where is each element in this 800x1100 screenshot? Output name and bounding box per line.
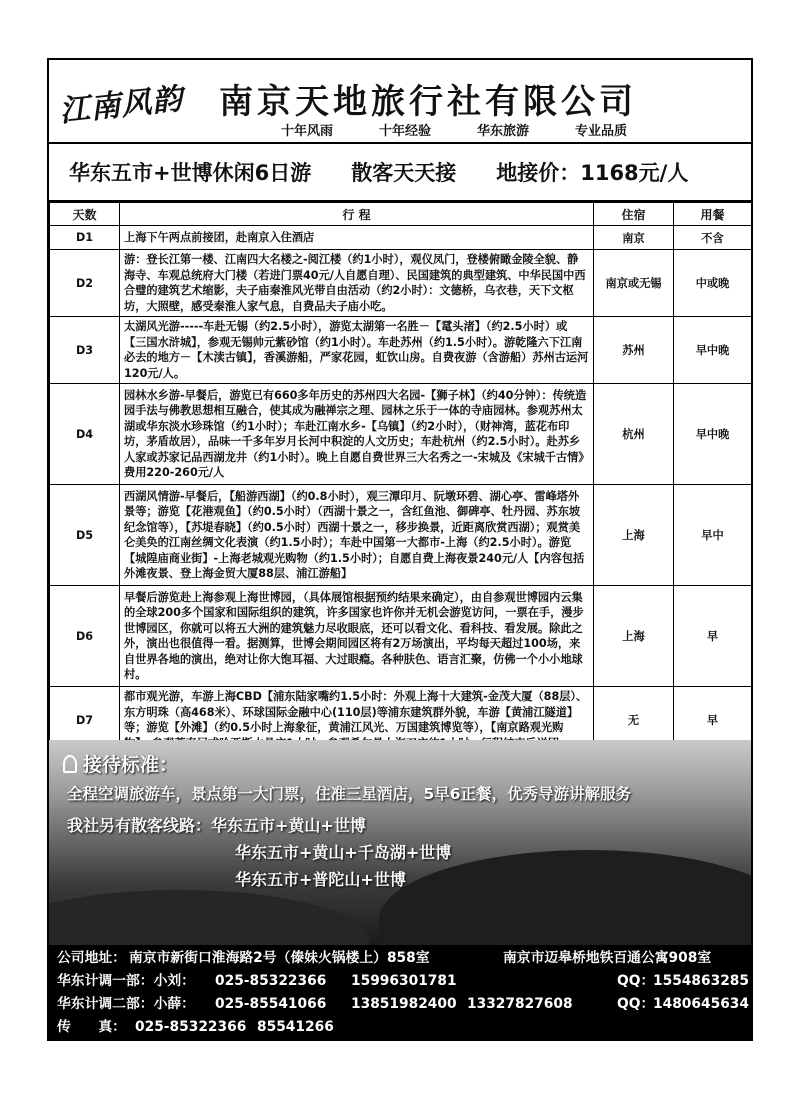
- table-row: [50, 250, 752, 317]
- qq-label: QQ：: [617, 996, 655, 1012]
- service-standard: 全程空调旅游车，景点第一大门票，住准三星酒店，5早6正餐，优秀导游讲解服务: [67, 785, 632, 803]
- table-row: [50, 485, 752, 586]
- service-heading-text: 接待标准：: [83, 754, 179, 776]
- stay-cell: 南京或无锡: [594, 250, 674, 317]
- stay-cell: 上海: [594, 485, 674, 586]
- brochure-frame: [47, 58, 753, 1041]
- fax-row: [57, 1016, 743, 1039]
- dept1-phone: 025-85322366: [215, 973, 327, 989]
- dept1-mobile: 15996301781: [351, 973, 457, 989]
- address2-text: 南京市迈皋桥地铁百通公寓908室: [503, 950, 712, 966]
- logo: 江南风韵: [57, 81, 185, 130]
- itinerary-cell: 园林水乡游-早餐后，游览已有660多年历史的苏州四大名园-【狮子林】（约40分钟）：传统造园手法与佛教思想相互融合，使其成为融禅宗之理、园林之乐于一体的寺庙园林。参观苏州太湖或华东淡水珍珠馆（约1小时）；车赴江南水乡-【乌镇】（约2小时），（财神湾，蓝花布印坊，茅盾故居），品味一千多年岁月长河中积淀的人文历史；车赴杭州（约2.5小时）。赴苏乡人家或苏家记品西湖龙井（约1小时）。晚上自愿自费世界三大名秀之一-宋城及《宋城千古情》费用220-260元/人: [120, 384, 594, 485]
- tour-price: 地接价：1168元/人: [496, 161, 689, 185]
- daily-departure: 散客天天接: [351, 161, 457, 185]
- stay-cell: 无: [594, 687, 674, 754]
- dept1-qq: 1554863285: [653, 973, 749, 989]
- table-row: [50, 586, 752, 687]
- other-routes: [67, 812, 451, 893]
- dept2-mobile: 13851982400: [351, 996, 457, 1012]
- dept1-label: 华东计调一部：小刘：: [57, 973, 195, 989]
- meal-cell: 不含: [674, 226, 752, 250]
- table-row: [50, 226, 752, 250]
- dept2-qq: 1480645634: [653, 996, 749, 1012]
- dept2-mobile2: 13327827608: [467, 996, 573, 1012]
- itinerary-table: [49, 202, 752, 754]
- fax-number-2: 85541266: [257, 1019, 334, 1035]
- day-cell: D5: [50, 485, 120, 586]
- stay-cell: 上海: [594, 586, 674, 687]
- day-cell: D3: [50, 317, 120, 384]
- meal-cell: 早中: [674, 485, 752, 586]
- address-row: [57, 947, 743, 970]
- day-cell: D4: [50, 384, 120, 485]
- route-item: 华东五市+普陀山+世博: [235, 870, 406, 889]
- day-cell: D6: [50, 586, 120, 687]
- slogan: 华东旅游: [477, 124, 530, 139]
- day-cell: D7: [50, 687, 120, 754]
- slogans: [281, 120, 627, 139]
- slogan: 十年风雨: [281, 124, 334, 139]
- routes-label: 我社另有散客线路：: [67, 816, 212, 835]
- column-header: 行 程: [120, 203, 594, 226]
- slogan: 专业品质: [575, 124, 628, 139]
- stay-cell: 苏州: [594, 317, 674, 384]
- itinerary-cell: 西湖风情游-早餐后，【船游西湖】（约0.8小时），观三潭印月、阮墩环碧、湖心亭、雷峰塔外景等；游览【花港观鱼】（约0.5小时）（西湖十景之一，含红鱼池、御碑亭、牡丹园、苏东坡纪念馆等），【苏堤春晓】（约0.5小时）西湖十景之一，移步换景，近距离欣赏西湖）；观赏美仑美奂的江南丝绸文化表演（约1.5小时）；车赴中国第一大都市-上海（约2.5小时）。游览【城隍庙商业街】-上海老城观光购物（约1.5小时）；自愿自费上海夜景240元/人【内容包括外滩夜景、登上海金贸大厦88层、浦江游船】: [120, 485, 594, 586]
- dept1-row: [57, 970, 749, 993]
- table-row: [50, 384, 752, 485]
- service-heading: [63, 750, 178, 777]
- meal-cell: 早中晚: [674, 317, 752, 384]
- itinerary-cell: 太湖风光游-----车赴无锡（约2.5小时），游览太湖第一名胜－【鼋头渚】（约2.5小时）或【三国水浒城】，参观无锡帅元紫砂馆（约1小时）。车赴苏州（约1.5小时）。游乾隆六下江南必去的地方－【木渎古镇】，香溪游船，严家花园，虹饮山房。自费夜游（含游船）苏州古运河120元/人。: [120, 317, 594, 384]
- itinerary-cell: 游：登长江第一楼、江南四大名楼之-阅江楼（约1小时），观仪凤门，登楼俯瞰金陵全貌、静海寺、车观总统府大门楼（若进门票40元/人自愿自理）、民国建筑的典型建筑、中华民国中西合璧的建筑艺术缩影，夫子庙秦淮风光带自由活动（约2小时）：文德桥，乌衣巷，天下文枢坊，大照壁，感受秦淮人家气息，自费品夫子庙小吃。: [120, 250, 594, 317]
- column-header: 用餐: [674, 203, 752, 226]
- medal-icon: [63, 755, 77, 773]
- contact-bar: [49, 945, 751, 1039]
- route-item: 华东五市+黄山+千岛湖+世博: [235, 843, 452, 862]
- column-header: 住宿: [594, 203, 674, 226]
- address-text: 南京市新街口淮海路2号（傣妹火锅楼上）858室: [129, 950, 430, 966]
- dept2-phone: 025-85541066: [215, 996, 327, 1012]
- fax-number: 025-85322366: [135, 1019, 247, 1035]
- slogan: 十年经验: [379, 124, 432, 139]
- tour-name: 华东五市+世博休闲6日游: [69, 161, 312, 185]
- dept2-row: [57, 993, 749, 1016]
- fax-label: 传 真：: [57, 1019, 126, 1035]
- itinerary-cell: 都市观光游，车游上海CBD【浦东陆家嘴约1.5小时：外观上海十大建筑-金茂大厦（88层）、东方明珠（高468米）、环球国际金融中心(110层)等浦东建筑群外貌，车游【黄浦江隧道】等；游览【外滩】（约0.5小时上海象征，黄浦江风光、万国建筑博览等），【南京路观光购: [120, 687, 594, 754]
- meal-cell: 中或晚: [674, 250, 752, 317]
- qq-label: QQ：: [617, 973, 655, 989]
- address-label: 公司地址：: [57, 950, 126, 966]
- scenic-background: [49, 740, 751, 945]
- table-header-row: [50, 203, 752, 226]
- meal-cell: 早: [674, 586, 752, 687]
- day-cell: D2: [50, 250, 120, 317]
- table-row: [50, 317, 752, 384]
- dept2-label: 华东计调二部：小薛：: [57, 996, 195, 1012]
- column-header: 天数: [50, 203, 120, 226]
- meal-cell: 早: [674, 687, 752, 754]
- day-cell: D1: [50, 226, 120, 250]
- header: [49, 60, 751, 144]
- itinerary-cell: 上海下午两点前接团，赴南京入住酒店: [120, 226, 594, 250]
- meal-cell: 早中晚: [674, 384, 752, 485]
- stay-cell: 杭州: [594, 384, 674, 485]
- company-name: 南京天地旅行社有限公司: [219, 82, 637, 122]
- route-item: 华东五市+黄山+世博: [211, 816, 366, 835]
- tour-title-bar: [49, 144, 751, 202]
- stay-cell: 南京: [594, 226, 674, 250]
- itinerary-cell: 早餐后游览赴上海参观上海世博园，（具体展馆根据预约结果来确定），由自参观世博园内云集的全球200多个国家和国际组织的建筑，许多国家也许你并无机会游览访问，一票在手，漫步世博园区，你就可以将五大洲的建筑魅力尽收眼底，还可以看文化、看科技、看发展。除此之外，演出也很值得一看。据测算，世博会期间园区将有2万场演出，平均每天超过100场，来自世界各地的演出，绝对让你大饱耳福、大过眼瘾。各种肤色、语言汇聚，仿佛一个小小地球村。: [120, 586, 594, 687]
